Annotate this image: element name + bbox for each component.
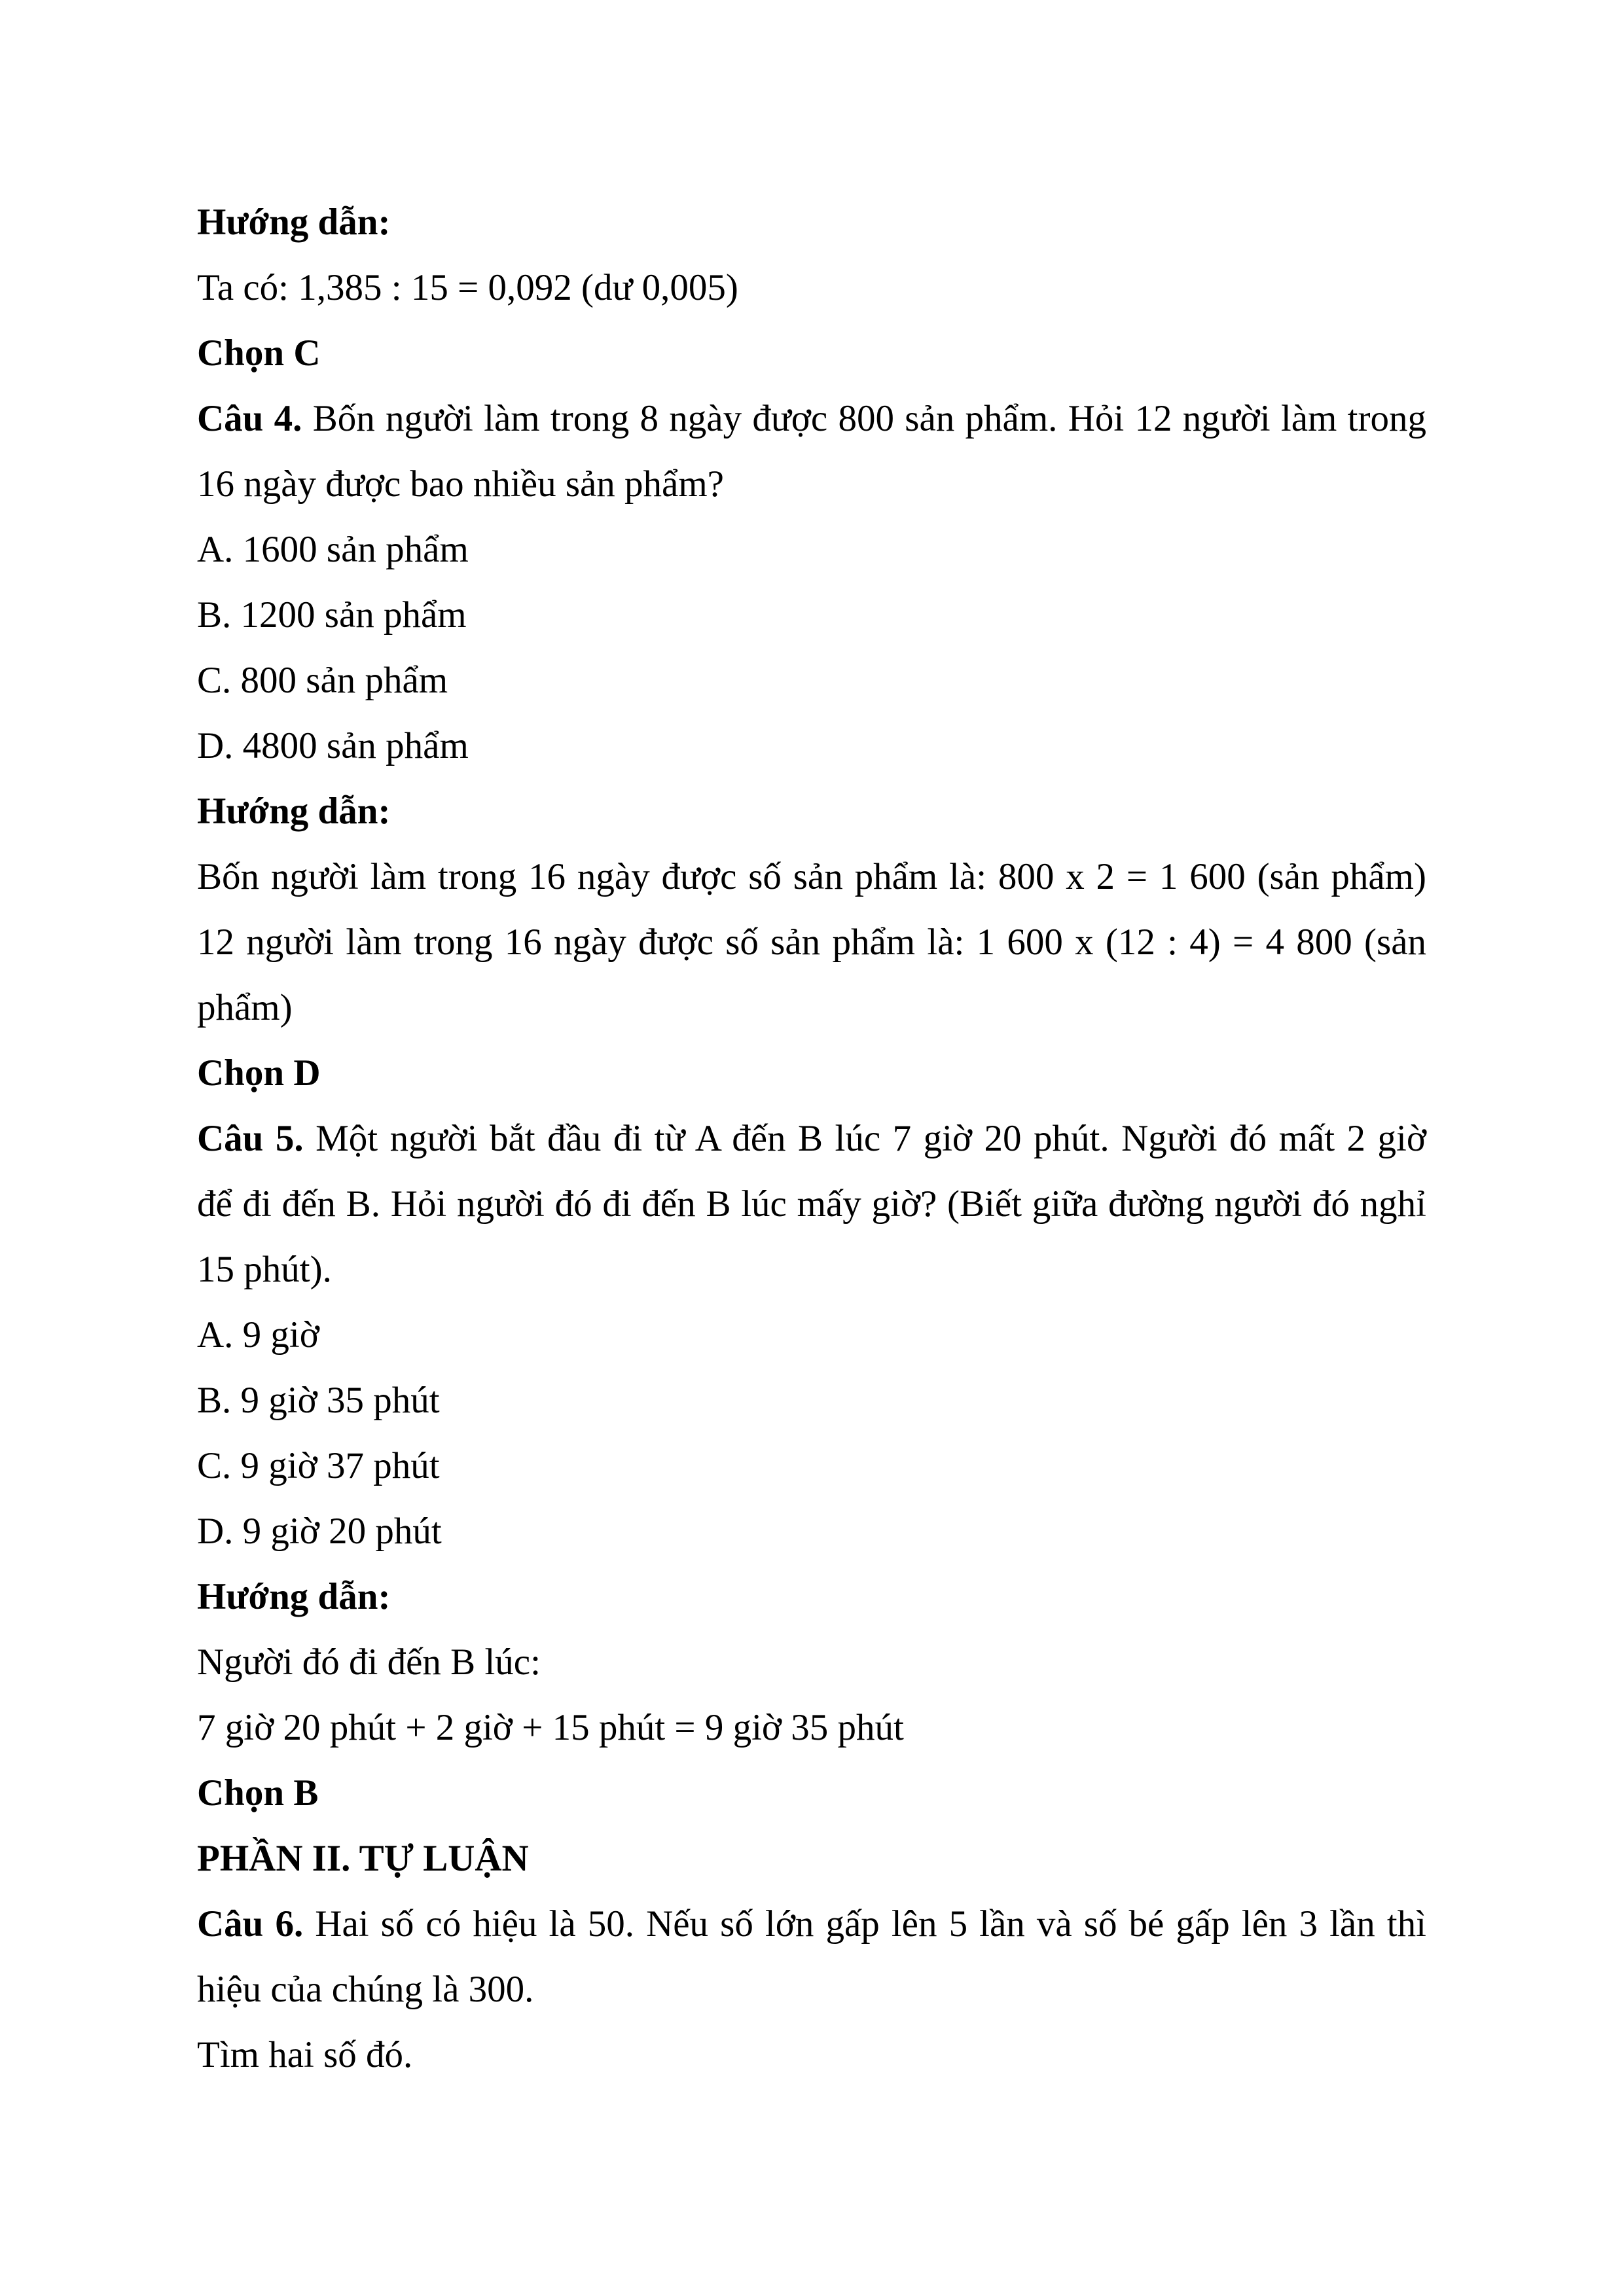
q4-question-line2: 16 ngày được bao nhiều sản phẩm?: [197, 463, 724, 505]
q5-guide-line1: Người đó đi đến B lúc:: [197, 1641, 541, 1683]
q4-question-line1: [197, 386, 1426, 452]
q5-option-d: D. 9 giờ 20 phút: [197, 1511, 442, 1552]
q4-answer: Chọn D: [197, 1052, 321, 1094]
q5-option-b: B. 9 giờ 35 phút: [197, 1380, 440, 1421]
q4-option-a: A. 1600 sản phẩm: [197, 529, 469, 570]
q5-guide-line2: 7 giờ 20 phút + 2 giờ + 15 phút = 9 giờ 35 phút: [197, 1707, 904, 1748]
q6-question-line3: Tìm hai số đó.: [197, 2034, 413, 2075]
q4-option-b: B. 1200 sản phẩm: [197, 594, 467, 636]
q5-question-line1: [197, 1106, 1426, 1172]
q6-text-line1: Hai số có hiệu là 50. Nếu số lớn gấp lên 5 lần và số bé gấp lên 3 lần thì: [303, 1903, 1426, 1945]
q3-guide-heading: Hướng dẫn:: [197, 202, 391, 243]
part2-heading: PHẦN II. TỰ LUẬN: [197, 1838, 529, 1879]
q5-question-line2: để đi đến B. Hỏi người đó đi đến B lúc mấy giờ? (Biết giữa đường người đó nghỉ: [197, 1183, 1426, 1225]
q3-answer: Chọn C: [197, 332, 321, 374]
q4-guide-heading: Hướng dẫn:: [197, 791, 391, 832]
q5-option-a: A. 9 giờ: [197, 1314, 319, 1355]
q5-text-line1: Một người bắt đầu đi từ A đến B lúc 7 giờ 20 phút. Người đó mất 2 giờ: [303, 1118, 1426, 1159]
q6-label: Câu 6.: [197, 1903, 304, 1945]
q5-answer: Chọn B: [197, 1772, 319, 1814]
q5-guide-heading: Hướng dẫn:: [197, 1576, 391, 1617]
q4-guide-line1: Bốn người làm trong 16 ngày được số sản phẩm là: 800 x 2 = 1 600 (sản phẩm): [197, 856, 1426, 897]
q4-guide-line2: 12 người làm trong 16 ngày được số sản phẩm là: 1 600 x (12 : 4) = 4 800 (sản: [197, 922, 1426, 963]
q4-option-c: C. 800 sản phẩm: [197, 660, 448, 701]
q4-guide-line3: phẩm): [197, 987, 293, 1028]
q6-question-line2: hiệu của chúng là 300.: [197, 1969, 534, 2010]
q4-option-d: D. 4800 sản phẩm: [197, 725, 469, 766]
q4-label: Câu 4.: [197, 398, 302, 439]
q5-question-line3: 15 phút).: [197, 1249, 332, 1290]
q3-guide-calc: Ta có: 1,385 : 15 = 0,092 (dư 0,005): [197, 267, 738, 308]
q5-label: Câu 5.: [197, 1118, 304, 1159]
q4-text-line1: Bốn người làm trong 8 ngày được 800 sản phẩm. Hỏi 12 người làm trong: [302, 398, 1426, 439]
q6-question-line1: [197, 1892, 1426, 1957]
q5-option-c: C. 9 giờ 37 phút: [197, 1445, 440, 1486]
